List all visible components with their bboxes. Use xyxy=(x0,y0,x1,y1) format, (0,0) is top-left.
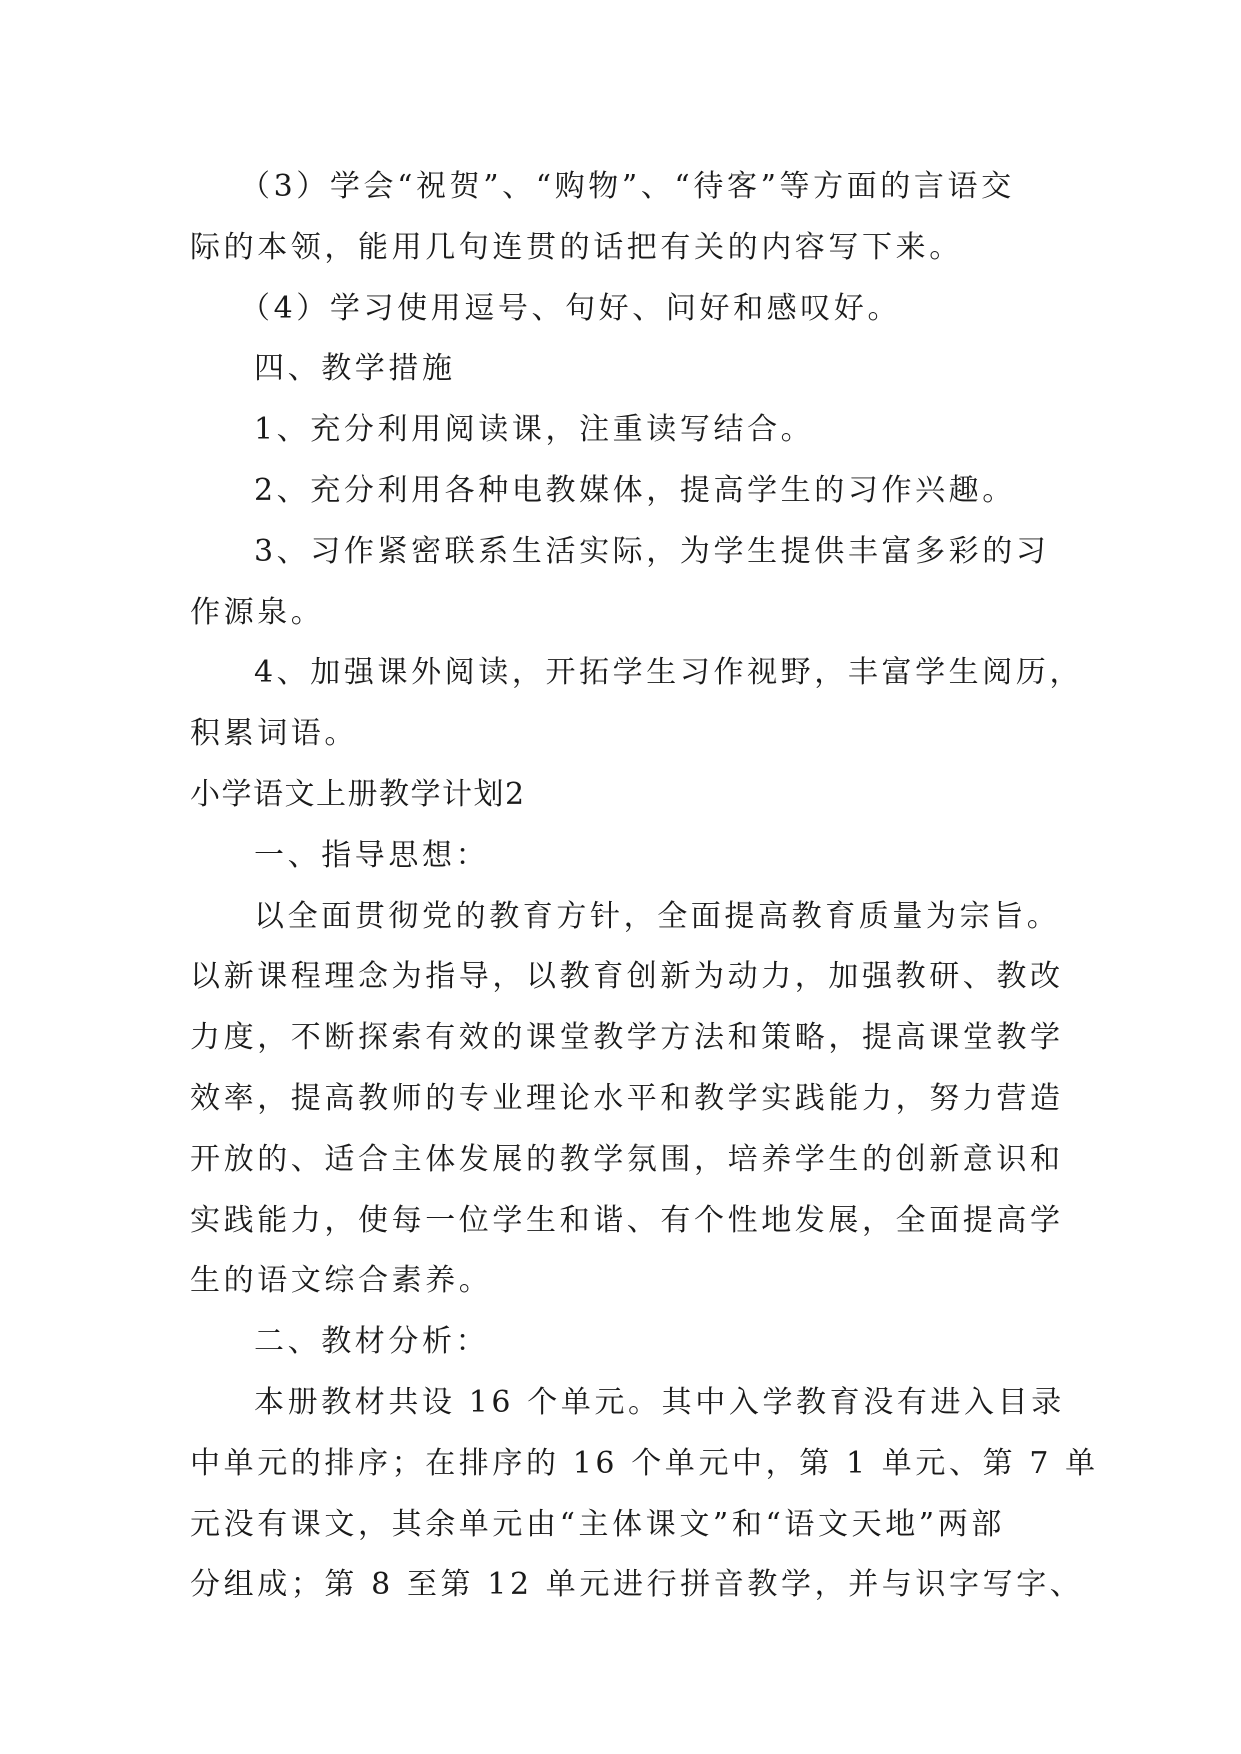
paragraph-line: 2、充分利用各种电教媒体，提高学生的习作兴趣。 xyxy=(254,472,1016,508)
section-heading: 一、指导思想： xyxy=(254,837,490,873)
paragraph-line: 中单元的排序；在排序的 16 个单元中，第 1 单元、第 7 单 xyxy=(190,1445,1099,1481)
document-body xyxy=(190,157,1099,1616)
paragraph-line: （4）学习使用逗号、句好、问好和感叹好。 xyxy=(240,290,902,326)
paragraph-line: （3）学会“祝贺”、“购物”、“待客”等方面的言语交 xyxy=(240,169,1015,204)
paragraph-line: 力度，不断探索有效的课堂教学方法和策略，提高课堂教学 xyxy=(190,1020,1064,1056)
paragraph-line: 元没有课文，其余单元由“主体课文”和“语文天地”两部 xyxy=(190,1506,1005,1542)
section-heading: 二、教材分析： xyxy=(254,1324,490,1360)
paragraph-line: 作源泉。 xyxy=(190,594,325,630)
paragraph-line: 分组成；第 8 至第 12 单元进行拼音教学，并与识字写字、 xyxy=(190,1567,1084,1603)
section-heading: 四、教学措施 xyxy=(254,351,456,387)
paragraph-line: 实践能力，使每一位学生和谐、有个性地发展，全面提高学 xyxy=(190,1202,1064,1238)
paragraph-line: 效率，提高教师的专业理论水平和教学实践能力，努力营造 xyxy=(190,1080,1064,1116)
paragraph-line: 1、充分利用阅读课，注重读写结合。 xyxy=(254,412,815,448)
paragraph-line: 际的本领，能用几句连贯的话把有关的内容写下来。 xyxy=(190,229,963,265)
paragraph-line: 3、习作紧密联系生活实际，为学生提供丰富多彩的习 xyxy=(254,533,1050,569)
paragraph-line: 本册教材共设 16 个单元。其中入学教育没有进入目录 xyxy=(254,1384,1065,1420)
paragraph-line: 开放的、适合主体发展的教学氛围，培养学生的创新意识和 xyxy=(190,1141,1064,1177)
paragraph-line: 积累词语。 xyxy=(190,716,358,752)
document-title: 小学语文上册教学计划2 xyxy=(190,776,526,812)
paragraph-line: 生的语文综合素养。 xyxy=(190,1263,493,1299)
paragraph-line: 以全面贯彻党的教育方针，全面提高教育质量为宗旨。 xyxy=(254,898,1061,934)
paragraph-line: 4、加强课外阅读，开拓学生习作视野，丰富学生阅历， xyxy=(254,655,1084,691)
paragraph-line: 以新课程理念为指导，以教育创新为动力，加强教研、教改 xyxy=(190,959,1064,995)
